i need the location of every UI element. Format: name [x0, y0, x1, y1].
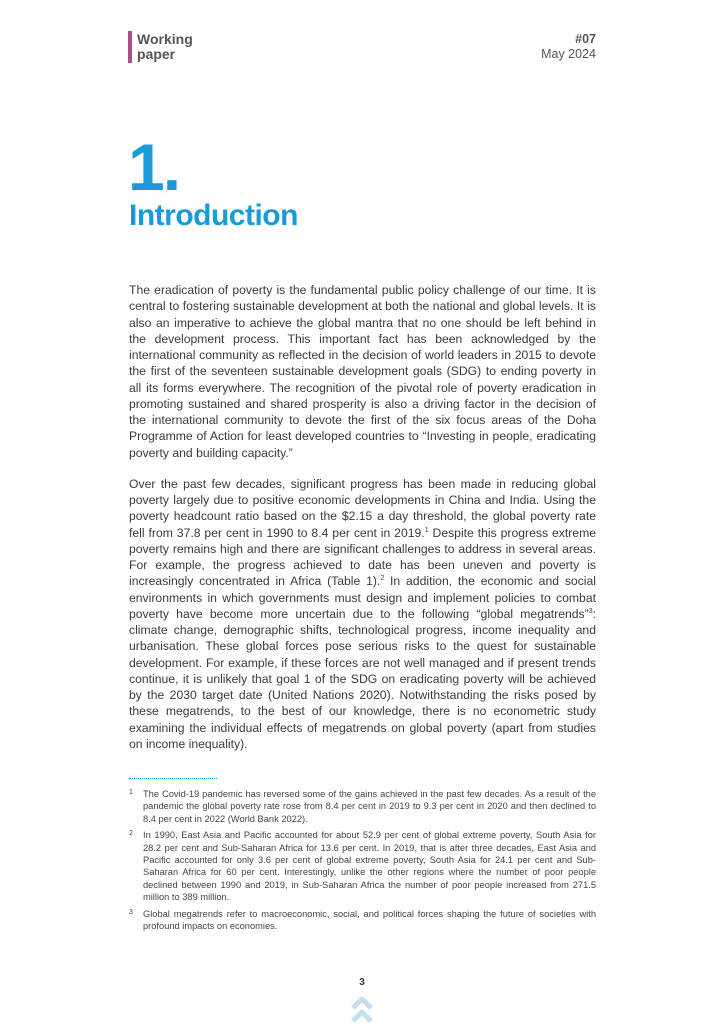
- paragraph-2-part-c: In addition, the economic and social environments in which governments must design and implement policies to combat poverty have become more uncertain due to the following “global megatrends”: [129, 574, 596, 621]
- footnote-item: [129, 788, 596, 825]
- working-paper-label: [137, 32, 193, 62]
- working-paper-label-bar: [128, 31, 132, 63]
- footnote-item: [129, 829, 596, 903]
- chapter-number: 1.: [128, 130, 180, 204]
- label-line-2: paper: [137, 46, 176, 62]
- label-line-1: Working: [137, 31, 193, 47]
- page-number: 3: [359, 977, 365, 988]
- footnote-ref-3[interactable]: 3: [588, 607, 593, 615]
- footnote-text: Global megatrends refer to macroeconomic, social, and political forces shaping the future of societies with profound impacts on economies.: [143, 908, 596, 932]
- footnotes: [129, 788, 596, 936]
- paragraph-1: The eradication of poverty is the fundamental public policy challenge of our time. It is central to fostering sustainable development at both the national and global levels. It is also an imperative to achieve the global mantra that no one should be left behind in the development process. This important fact has been acknowledged by the international community as reflected in the decision of world leaders in 2015 to devote the first of the seventeen sustainable development goals (SDG) to ending poverty in all its forms everywhere. The recognition of the pivotal role of poverty eradication in promoting sustained and shared prosperity is also a driving factor in the decision of the international community to devote the first of the six focus areas of the Doha Programme of Action for least developed countries to “Investing in people, eradicating poverty and building capacity.”: [129, 283, 596, 460]
- issue-date: May 2024: [541, 47, 596, 61]
- footnote-separator: [129, 778, 217, 779]
- footnote-ref-2[interactable]: 2: [380, 575, 385, 583]
- footnote-item: [129, 908, 596, 933]
- footnote-number: 1: [129, 789, 133, 796]
- paragraph-2: [129, 476, 596, 752]
- footnote-text: The Covid-19 pandemic has reversed some of the gains achieved in the past few decades. As a result of the pandemic the global poverty rate rose from 8.4 per cent in 2019 to 9.3 per cent in 2020 and then declined to 8.4 per cent in 2022 (World Bank 2022).: [143, 789, 596, 824]
- paragraph-2-part-d: : climate change, demographic shifts, technological progress, income inequality and urbanisation. These global forces pose serious risks to the quest for sustainable development. For example, if these forces are not well managed and if present trends continue, it is unlikely that goal 1 of the SDG on eradicating poverty will be achieved by the 2030 target date (United Nations 2020). Notwithstanding the risks posed by these megatrends, to the best of our knowledge, there is no econometric study examining the individual effects of megatrends on global poverty (apart from studies on income inequality).: [129, 606, 596, 751]
- paragraph-2-part-b: Despite this progress extreme poverty remains high and there are significant challenges to address in several areas. For example, the progress achieved to date has been uneven and poverty is increasingly concentrated in Africa (Table 1).: [129, 525, 596, 589]
- paragraph-2-part-a: Over the past few decades, significant progress has been made in reducing global poverty largely due to positive economic developments in China and India. Using the poverty headcount ratio based on the $2.15 a day threshold, the global poverty rate fell from 37.8 per cent in 1990 to 8.4 per cent in 2019.: [129, 476, 596, 540]
- footnote-number: 3: [129, 908, 133, 916]
- footnote-text: In 1990, East Asia and Pacific accounted for about 52.9 per cent of global extreme poverty, South Asia for 28.2 per cent and Sub-Saharan Africa for 13.6 per cent. In 2019, that is after three decades, East Asia and Pacific accounted for only 3.6 per cent of global extreme poverty, South Asia for 24.1 per cent and Sub-Saharan Africa for 60 per cent. Interestingly, unlike the other regions where the number of poor people declined between 1990 and 2019, in Sub-Saharan Africa the number of poor people increased from 271.5 million to 389 million.: [143, 830, 596, 903]
- chapter-title: Introduction: [129, 199, 298, 232]
- footnote-number: 2: [129, 830, 133, 838]
- issue-number: #07: [575, 32, 596, 46]
- issue-info: [541, 32, 596, 62]
- footnote-ref-1[interactable]: 1: [424, 526, 429, 534]
- body-text: [129, 282, 596, 767]
